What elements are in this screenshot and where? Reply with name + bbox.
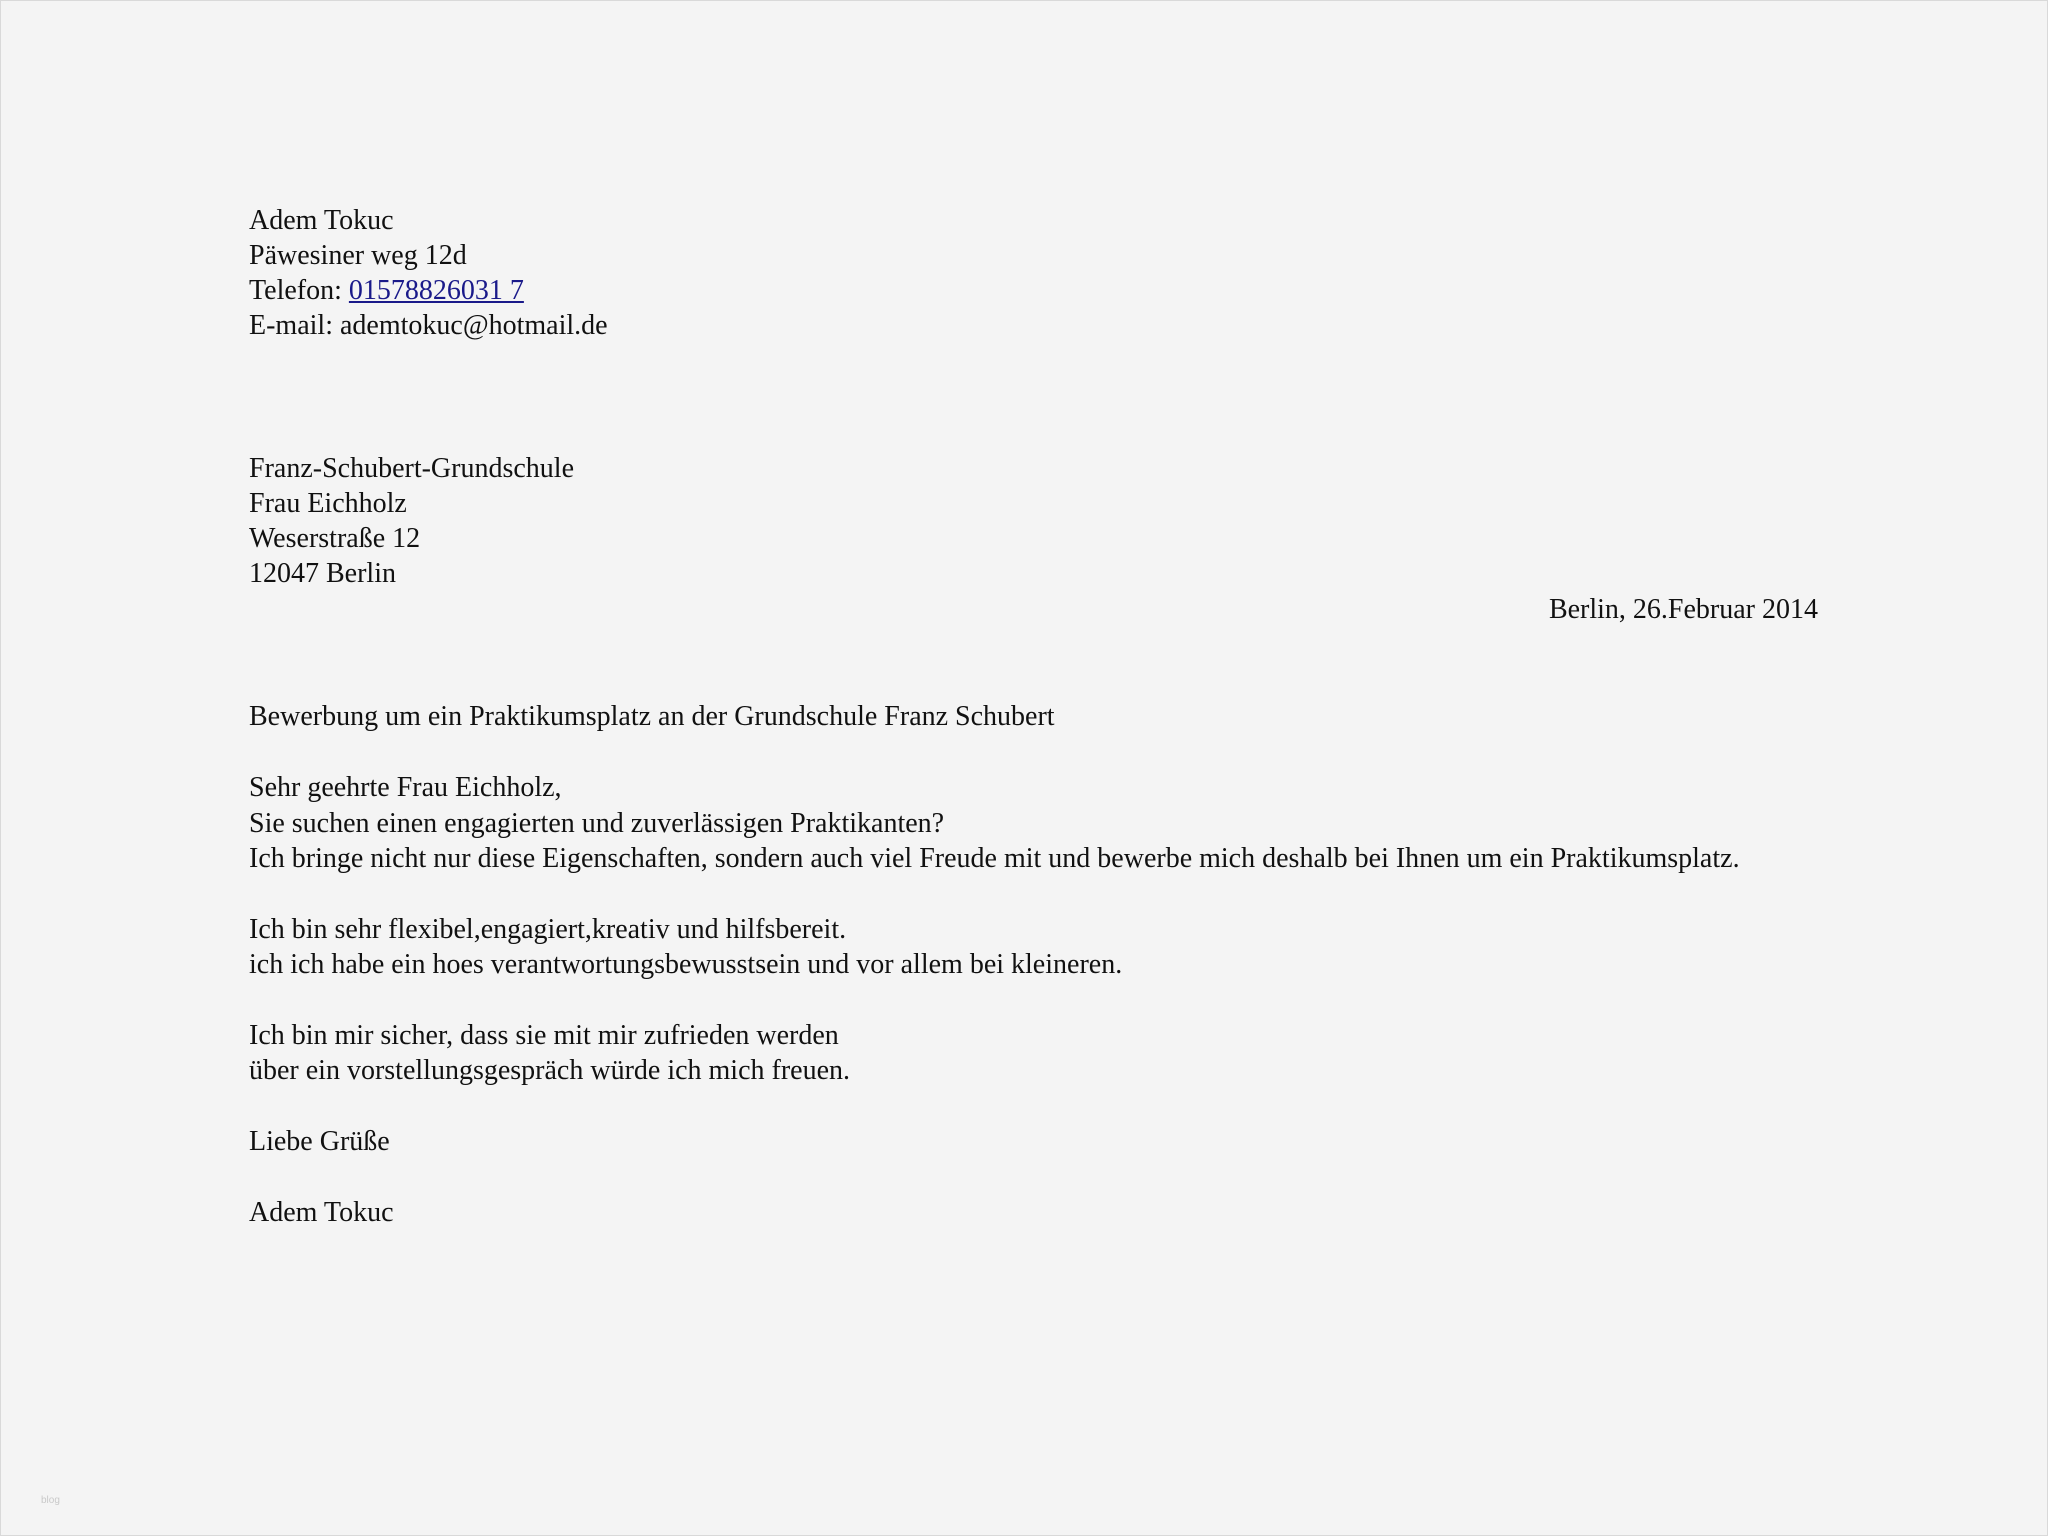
body-line: Sie suchen einen engagierten und zuverlässigen Praktikanten? <box>249 808 945 839</box>
recipient-street: Weserstraße 12 <box>249 523 421 554</box>
sender-phone-line <box>249 273 524 309</box>
closing: Liebe Grüße <box>249 1126 390 1157</box>
letter-subject: Bewerbung um ein Praktikumsplatz an der Grundschule Franz Schubert <box>249 701 1055 732</box>
sender-street: Päwesiner weg 12d <box>249 240 467 271</box>
recipient-city: 12047 Berlin <box>249 558 396 589</box>
body-line: über ein vorstellungsgespräch würde ich mich freuen. <box>249 1055 851 1086</box>
body-line: Ich bin mir sicher, dass sie mit mir zufrieden werden <box>249 1020 839 1051</box>
recipient-contact: Frau Eichholz <box>249 488 407 519</box>
phone-link[interactable]: 01578826031 7 <box>348 275 524 306</box>
sender-email: E-mail: ademtokuc@hotmail.de <box>249 310 608 341</box>
body-line: ich ich habe ein hoes verantwortungsbewusstsein und vor allem bei kleineren. <box>249 949 1123 980</box>
salutation: Sehr geehrte Frau Eichholz, <box>249 772 562 803</box>
watermark: blog <box>41 1495 60 1506</box>
signature: Adem Tokuc <box>249 1197 394 1228</box>
sender-name: Adem Tokuc <box>249 205 394 236</box>
letter-date: Berlin, 26.Februar 2014 <box>1548 594 1818 625</box>
body-line: Ich bringe nicht nur diese Eigenschaften, sondern auch viel Freude mit und bewerbe mich deshalb bei Ihnen um ein Praktikumsplatz. <box>249 843 1740 874</box>
body-line: Ich bin sehr flexibel,engagiert,kreativ und hilfsbereit. <box>249 914 847 945</box>
recipient-school: Franz-Schubert-Grundschule <box>249 453 575 484</box>
phone-label: Telefon: <box>249 275 349 306</box>
